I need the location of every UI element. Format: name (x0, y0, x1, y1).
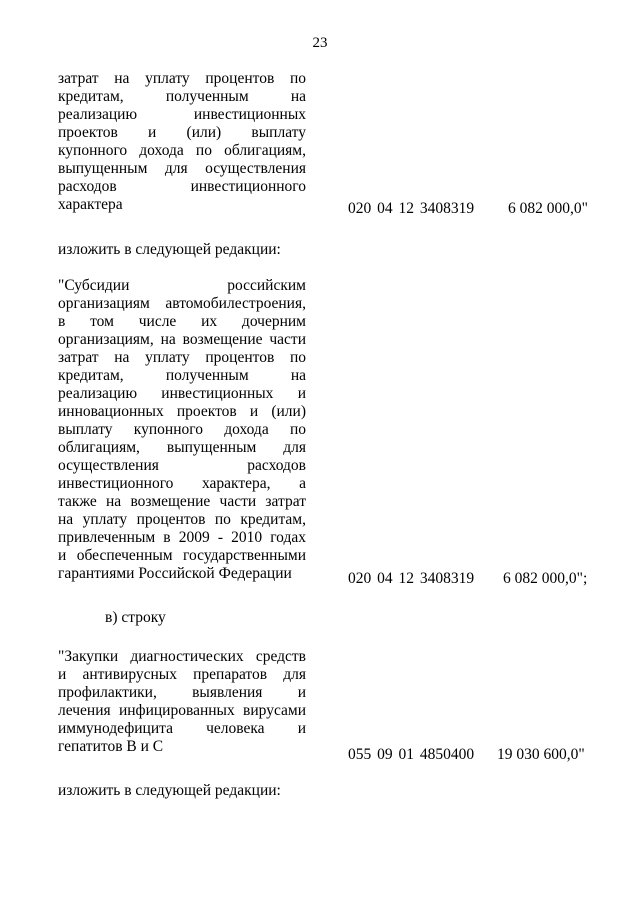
text-line: в том числе их дочерним (58, 313, 306, 330)
text-line: расходов инвестиционного (58, 178, 306, 195)
text-line: и антивирусных препаратов для (58, 666, 306, 683)
page-number: 23 (312, 35, 328, 51)
text-line: организациям автомобилестроения, (58, 295, 306, 312)
text-line: привлеченным в 2009 - 2010 годах (58, 529, 306, 546)
text-line: выпущенным для осуществления (58, 160, 306, 177)
item-v-heading: в) строку (105, 609, 166, 626)
text-line: облигациям, выпущенным для (58, 439, 306, 456)
text-line: кредитам, полученным на (58, 88, 306, 105)
text-line: иммунодефицита человека и (58, 720, 306, 737)
text-line: профилактики, выявления и (58, 684, 306, 701)
budget-item-text-3 (58, 648, 306, 756)
text-line: гарантиями Российской Федерации (58, 565, 292, 582)
text-line: купонного дохода по облигациям, (58, 142, 306, 159)
text-line: выплату купонного дохода по (58, 421, 306, 438)
text-line: затрат на уплату процентов по (58, 349, 306, 366)
text-line: осуществления расходов (58, 457, 306, 474)
text-line: инвестиционного характера, а (58, 475, 306, 492)
budget-amount-2: 6 082 000,0"; (503, 570, 588, 587)
budget-amount-3: 19 030 600,0" (497, 746, 585, 763)
text-line: проектов и (или) выплату (58, 124, 306, 141)
instruction-text-2: изложить в следующей редакции: (58, 782, 281, 799)
text-line: организациям, на возмещение части (58, 331, 306, 348)
text-line: инновационных проектов и (или) (58, 403, 306, 420)
text-line: "Закупки диагностических средств (58, 648, 306, 665)
budget-amount-1: 6 082 000,0" (508, 200, 588, 217)
text-line: кредитам, полученным на (58, 367, 306, 384)
budget-codes-3: 055 09 01 4850400 (348, 746, 475, 763)
budget-item-text-1 (58, 70, 306, 214)
text-line: также на возмещение части затрат (58, 493, 306, 510)
text-line: и обеспеченным государственными (58, 547, 306, 564)
budget-codes-2: 020 04 12 3408319 (348, 570, 475, 587)
instruction-text-1: изложить в следующей редакции: (58, 241, 281, 258)
text-line: на уплату процентов по кредитам, (58, 511, 306, 528)
text-line: реализацию инвестиционных (58, 106, 306, 123)
budget-item-text-2 (58, 277, 306, 583)
text-line: реализацию инвестиционных и (58, 385, 306, 402)
text-line: затрат на уплату процентов по (58, 70, 306, 87)
budget-codes-1: 020 04 12 3408319 (348, 200, 475, 217)
text-line: "Субсидии российским (58, 277, 306, 294)
text-line: характера (58, 196, 123, 213)
text-line: гепатитов B и C (58, 738, 164, 755)
text-line: лечения инфицированных вирусами (58, 702, 306, 719)
